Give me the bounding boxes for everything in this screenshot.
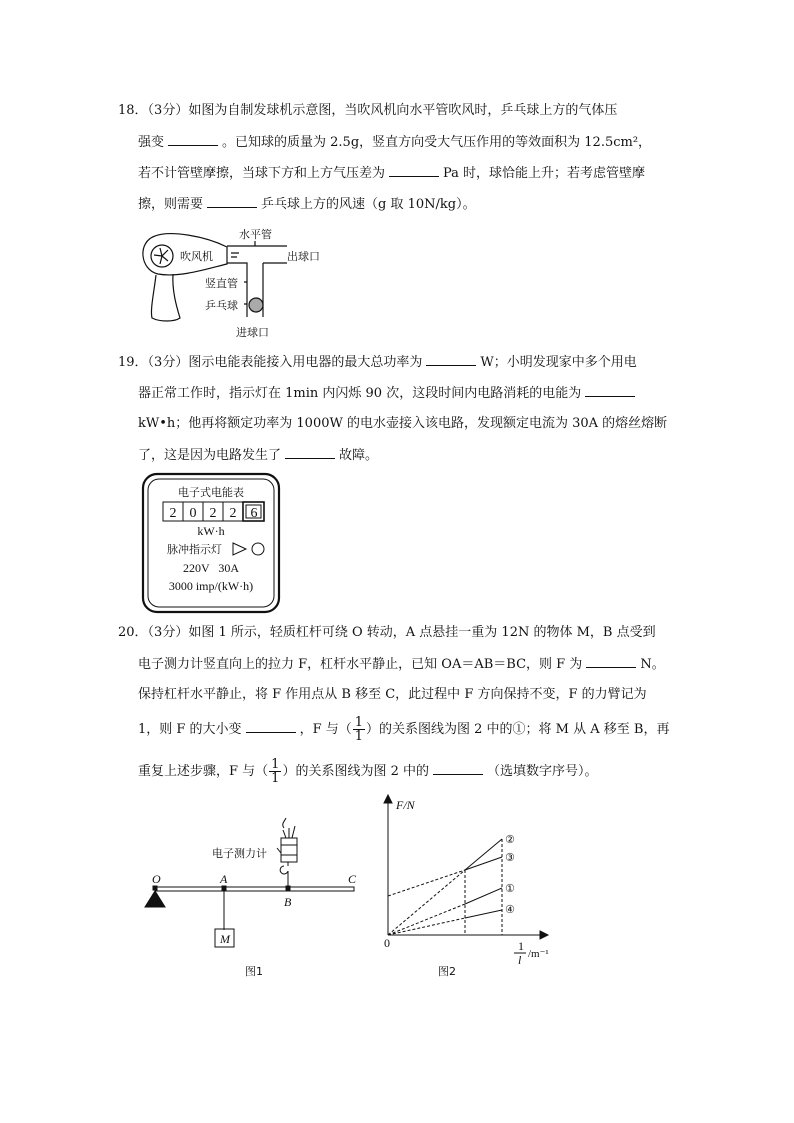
label-vertical-pipe: 竖直管: [205, 277, 238, 290]
q18-text: Pa 时，球恰能上升；若考虑管壁摩: [443, 166, 646, 181]
q20-text: ，F 与（: [299, 722, 352, 737]
meter-digit: 2: [169, 506, 177, 521]
meter-indicator-label: 脉冲指示灯: [167, 543, 222, 556]
q20-line2: [138, 654, 665, 675]
answer-blank[interactable]: [426, 352, 476, 366]
answer-blank[interactable]: [285, 445, 335, 459]
label-M: M: [220, 932, 230, 946]
graph-line-2: [465, 839, 502, 870]
q18-text: 乒乓球上方的风速（g 取 10N/kg）。: [261, 197, 476, 212]
q19-text: W；小明发现家中多个用电: [480, 355, 637, 370]
force-graph: [384, 795, 549, 978]
q20-text: ）的关系图线为图 2 中的①；将 M 从 A 移至 B，再: [366, 722, 670, 737]
meter-digit: 6: [250, 506, 258, 521]
q19-text: 了，这是因为电路发生了: [138, 448, 282, 463]
fraction-denominator: 1: [354, 729, 363, 744]
label-blower: 吹风机: [180, 250, 213, 263]
y-axis-label: F/N: [396, 798, 415, 812]
indicator-triangle-icon: [233, 543, 246, 555]
label-inlet: 进球口: [236, 326, 269, 339]
meter-digit: 0: [189, 506, 197, 521]
q20-text: ）的关系图线为图 2 中的: [282, 764, 429, 779]
figure2-caption: 图2: [438, 965, 456, 978]
label-O: O: [152, 872, 161, 886]
q18-text: 18．（3分）如图为自制发球机示意图，当吹风机向水平管吹风时，乒乓球上方的气体压: [118, 103, 618, 118]
fraction: [269, 758, 281, 785]
q19-line3: [138, 414, 667, 434]
q20-line4: [138, 716, 669, 743]
meter-digit: 2: [209, 506, 217, 521]
q18-text: 。已知球的质量为 2.5g，竖直方向受大气压作用的等效面积为 12.5cm²，: [222, 135, 652, 150]
answer-blank[interactable]: [433, 761, 483, 775]
graph-line-3: [465, 857, 502, 870]
meter-title: 电子式电能表: [178, 486, 244, 499]
lever-diagram: [145, 818, 357, 978]
label-B: B: [284, 895, 292, 909]
fraction: [353, 716, 365, 743]
fraction-denominator: 1: [271, 771, 280, 786]
x-axis-label-den: l: [518, 953, 522, 967]
electric-meter: [143, 474, 279, 612]
figure1-caption: 图1: [245, 965, 263, 978]
meter-rating: 220V 30A: [182, 561, 240, 575]
meter-unit: kW·h: [197, 524, 225, 538]
q18-text: 强变: [138, 135, 165, 150]
graph-line-1: [465, 888, 502, 904]
q20-text: N。: [640, 657, 665, 672]
q20-line5: [138, 758, 598, 785]
q18-text: 擦，则需要: [138, 197, 204, 212]
q19-line2: [138, 383, 639, 404]
line-label-2: ②: [505, 833, 515, 846]
x-axis-label-num: 1: [518, 939, 524, 953]
q19-line4: [138, 445, 378, 466]
q19-text: kW•h；他再将额定功率为 1000W 的电水壶接入该电路，发现额定电流为 30A 的熔丝熔断: [138, 416, 668, 431]
line-label-4: ④: [505, 903, 515, 916]
q20-text: 保持杠杆水平静止，将 F 作用点从 B 移至 C，此过程中 F 方向保持不变，F 的力臂记为: [138, 687, 647, 702]
label-force-meter: 电子测力计: [212, 847, 267, 860]
answer-blank[interactable]: [585, 383, 635, 397]
indicator-light-icon: [252, 543, 264, 555]
answer-blank[interactable]: [246, 719, 296, 733]
label-A: A: [220, 872, 228, 886]
q19-text: 故障。: [339, 448, 379, 463]
q19-line1: [118, 352, 637, 373]
q20-text: 电子测力计竖直向上的拉力 F，杠杆水平静止，已知 OA＝AB＝BC，则 F 为: [138, 657, 583, 672]
ball-launcher-diagram: [143, 227, 320, 339]
answer-blank[interactable]: [586, 654, 636, 668]
meter-constant: 3000 imp/(kW·h): [168, 579, 254, 593]
label-ball: 乒乓球: [205, 299, 238, 312]
q20-text: 重复上述步骤，F 与（: [138, 764, 269, 779]
q20-line1: [118, 623, 656, 643]
q20-text: （选填数字序号）。: [486, 764, 598, 779]
force-meter-icon: [281, 838, 297, 862]
q19-text: 19．（3分）图示电能表能接入用电器的最大总功率为: [118, 355, 423, 370]
fraction-numerator: 1: [354, 715, 363, 730]
q18-text: 若不计管壁摩擦，当球下方和上方气压差为: [138, 166, 386, 181]
pivot-icon: [145, 891, 165, 907]
label-C: C: [348, 872, 357, 886]
q19-text: 器正常工作时，指示灯在 1min 内闪烁 90 次，这段时间内电路消耗的电能为: [138, 386, 582, 401]
origin-label: 0: [384, 936, 390, 950]
label-horizontal-pipe: 水平管: [239, 228, 272, 241]
graph-line-4: [465, 910, 502, 918]
line-label-3: ③: [505, 851, 515, 864]
label-outlet: 出球口: [287, 250, 320, 263]
x-axis-unit: /m⁻¹: [528, 948, 549, 960]
line-label-1: ①: [505, 882, 515, 895]
q20-text: 20．（3分）如图 1 所示，轻质杠杆可绕 O 转动，A 点悬挂一重为 12N 的物体 M，B 点受到: [118, 625, 656, 640]
meter-digit: 2: [229, 506, 237, 521]
q20-text: 1，则 F 的大小变: [138, 722, 242, 737]
fraction-numerator: 1: [271, 757, 280, 772]
q20-line3: [138, 685, 647, 705]
